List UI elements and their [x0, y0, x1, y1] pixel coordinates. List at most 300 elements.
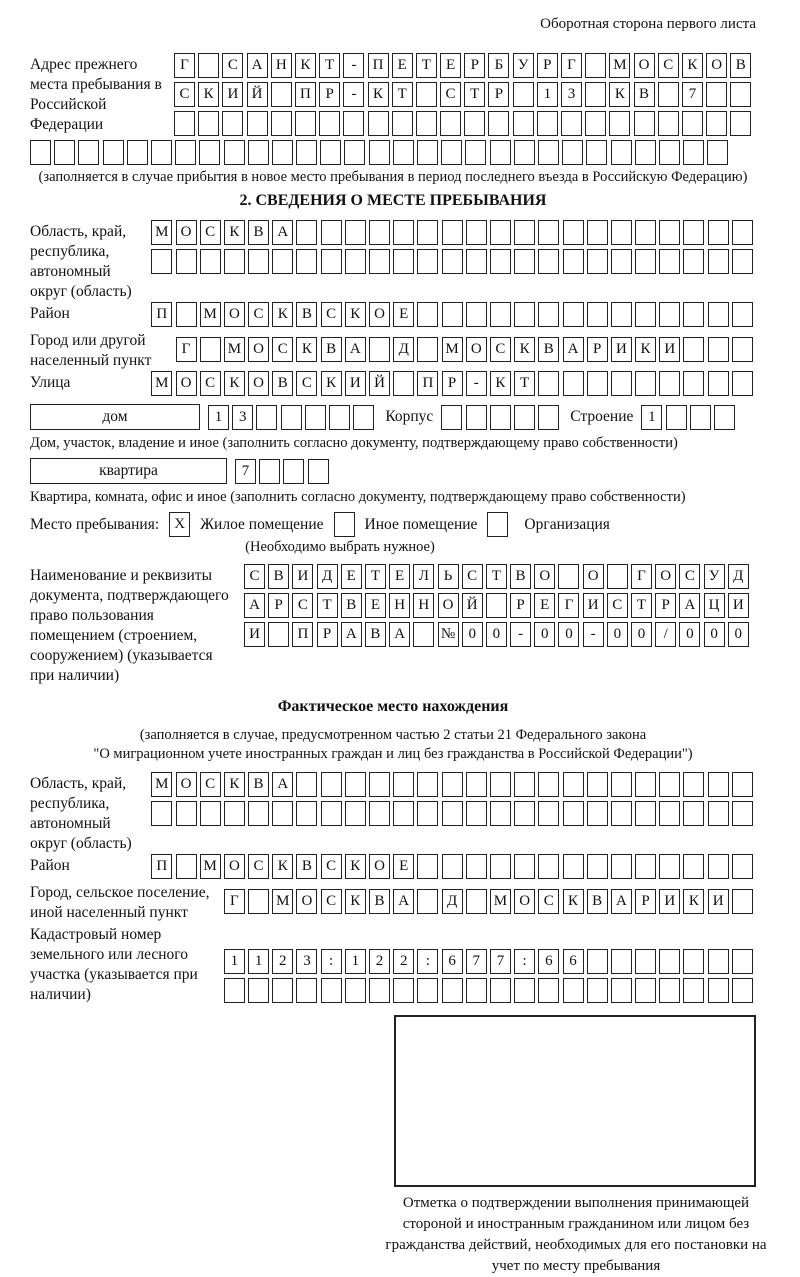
char-box[interactable]	[732, 978, 753, 1003]
char-box[interactable]	[296, 220, 317, 245]
char-box[interactable]	[490, 854, 511, 879]
char-box[interactable]: Е	[341, 564, 362, 589]
char-box[interactable]: Г	[174, 53, 195, 78]
char-box[interactable]: Г	[631, 564, 652, 589]
char-box[interactable]	[732, 220, 753, 245]
char-box[interactable]	[103, 140, 124, 165]
char-box[interactable]	[514, 801, 535, 826]
char-box[interactable]: М	[224, 337, 245, 362]
char-box[interactable]: К	[345, 889, 366, 914]
char-box[interactable]	[490, 220, 511, 245]
char-box[interactable]	[54, 140, 75, 165]
char-box[interactable]: П	[151, 302, 172, 327]
char-box[interactable]	[174, 111, 195, 136]
char-box[interactable]: В	[341, 593, 362, 618]
char-box[interactable]	[369, 978, 390, 1003]
char-box[interactable]: М	[442, 337, 463, 362]
char-box[interactable]	[732, 249, 753, 274]
char-box[interactable]: А	[272, 220, 293, 245]
char-box[interactable]: С	[200, 371, 221, 396]
char-box[interactable]: М	[272, 889, 293, 914]
char-box[interactable]: К	[682, 53, 703, 78]
char-box[interactable]	[271, 82, 292, 107]
char-box[interactable]: Р	[587, 337, 608, 362]
char-box[interactable]	[659, 140, 680, 165]
char-box[interactable]: Е	[534, 593, 555, 618]
char-box[interactable]: С	[679, 564, 700, 589]
char-box[interactable]	[486, 593, 507, 618]
char-box[interactable]	[296, 801, 317, 826]
char-box[interactable]: :	[417, 949, 438, 974]
char-box[interactable]: И	[728, 593, 749, 618]
char-box[interactable]	[442, 302, 463, 327]
char-box[interactable]	[635, 854, 656, 879]
char-box[interactable]	[563, 978, 584, 1003]
char-box[interactable]: №	[438, 622, 459, 647]
char-box[interactable]	[732, 854, 753, 879]
char-box[interactable]: К	[272, 302, 293, 327]
char-box[interactable]	[659, 249, 680, 274]
char-box[interactable]	[538, 140, 559, 165]
char-box[interactable]: В	[365, 622, 386, 647]
char-box[interactable]	[538, 801, 559, 826]
char-box[interactable]	[344, 140, 365, 165]
char-box[interactable]	[563, 249, 584, 274]
char-box[interactable]: С	[248, 302, 269, 327]
char-box[interactable]: 0	[728, 622, 749, 647]
char-box[interactable]: К	[514, 337, 535, 362]
char-box[interactable]	[30, 140, 51, 165]
char-box[interactable]: К	[295, 53, 316, 78]
char-box[interactable]	[393, 772, 414, 797]
char-box[interactable]	[538, 220, 559, 245]
char-box[interactable]	[538, 249, 559, 274]
char-box[interactable]	[490, 249, 511, 274]
char-box[interactable]	[611, 854, 632, 879]
char-box[interactable]	[413, 622, 434, 647]
char-box[interactable]: П	[368, 53, 389, 78]
char-box[interactable]	[272, 249, 293, 274]
char-box[interactable]: 7	[466, 949, 487, 974]
char-box[interactable]: Е	[392, 53, 413, 78]
char-box[interactable]: В	[587, 889, 608, 914]
char-box[interactable]	[151, 801, 172, 826]
char-box[interactable]: О	[655, 564, 676, 589]
char-box[interactable]	[708, 801, 729, 826]
char-box[interactable]: А	[272, 772, 293, 797]
char-box[interactable]: 0	[486, 622, 507, 647]
char-box[interactable]: 0	[631, 622, 652, 647]
char-box[interactable]	[369, 249, 390, 274]
char-box[interactable]	[635, 302, 656, 327]
char-box[interactable]	[611, 220, 632, 245]
char-box[interactable]: И	[708, 889, 729, 914]
char-box[interactable]	[732, 371, 753, 396]
char-box[interactable]: П	[151, 854, 172, 879]
char-box[interactable]: Т	[365, 564, 386, 589]
char-box[interactable]	[611, 371, 632, 396]
char-box[interactable]: М	[200, 854, 221, 879]
char-box[interactable]	[538, 405, 559, 430]
char-box[interactable]	[562, 140, 583, 165]
char-box[interactable]	[222, 111, 243, 136]
char-box[interactable]: С	[272, 337, 293, 362]
char-box[interactable]	[256, 405, 277, 430]
char-box[interactable]: 0	[534, 622, 555, 647]
char-box[interactable]	[224, 978, 245, 1003]
char-box[interactable]	[321, 801, 342, 826]
char-box[interactable]	[78, 140, 99, 165]
char-box[interactable]: -	[343, 53, 364, 78]
char-box[interactable]: А	[393, 889, 414, 914]
char-box[interactable]: О	[706, 53, 727, 78]
char-box[interactable]	[305, 405, 326, 430]
char-box[interactable]	[537, 111, 558, 136]
char-box[interactable]: 2	[369, 949, 390, 974]
char-box[interactable]	[587, 220, 608, 245]
char-box[interactable]: -	[510, 622, 531, 647]
char-box[interactable]: Д	[442, 889, 463, 914]
char-box[interactable]	[514, 140, 535, 165]
char-box[interactable]	[369, 801, 390, 826]
char-box[interactable]	[198, 111, 219, 136]
char-box[interactable]	[393, 371, 414, 396]
char-box[interactable]: О	[224, 302, 245, 327]
char-box[interactable]: М	[609, 53, 630, 78]
char-box[interactable]: Р	[268, 593, 289, 618]
char-box[interactable]: К	[321, 371, 342, 396]
char-box[interactable]: С	[658, 53, 679, 78]
char-box[interactable]	[283, 459, 304, 484]
char-box[interactable]	[441, 140, 462, 165]
char-box[interactable]: К	[490, 371, 511, 396]
char-box[interactable]: В	[248, 772, 269, 797]
char-box[interactable]	[272, 978, 293, 1003]
char-box[interactable]	[635, 220, 656, 245]
char-box[interactable]	[466, 249, 487, 274]
char-box[interactable]: В	[634, 82, 655, 107]
char-box[interactable]: Р	[655, 593, 676, 618]
char-box[interactable]: А	[244, 593, 265, 618]
char-box[interactable]	[442, 801, 463, 826]
char-box[interactable]: 6	[442, 949, 463, 974]
char-box[interactable]: О	[248, 371, 269, 396]
char-box[interactable]: Д	[728, 564, 749, 589]
char-box[interactable]	[296, 249, 317, 274]
char-box[interactable]	[416, 82, 437, 107]
char-box[interactable]	[466, 889, 487, 914]
char-box[interactable]	[611, 249, 632, 274]
char-box[interactable]	[635, 249, 656, 274]
char-box[interactable]	[176, 249, 197, 274]
char-box[interactable]: К	[224, 371, 245, 396]
char-box[interactable]	[563, 302, 584, 327]
char-box[interactable]: 7	[682, 82, 703, 107]
char-box[interactable]: Т	[464, 82, 485, 107]
char-box[interactable]: К	[635, 337, 656, 362]
char-box[interactable]	[732, 772, 753, 797]
char-box[interactable]	[176, 801, 197, 826]
char-box[interactable]	[587, 854, 608, 879]
char-box[interactable]: Й	[462, 593, 483, 618]
char-box[interactable]	[248, 801, 269, 826]
char-box[interactable]	[732, 801, 753, 826]
char-box[interactable]	[320, 140, 341, 165]
char-box[interactable]	[513, 111, 534, 136]
char-box[interactable]	[296, 772, 317, 797]
char-box[interactable]	[296, 140, 317, 165]
char-box[interactable]	[514, 772, 535, 797]
char-box[interactable]: Б	[488, 53, 509, 78]
char-box[interactable]	[248, 140, 269, 165]
char-box[interactable]	[611, 772, 632, 797]
char-box[interactable]	[369, 772, 390, 797]
char-box[interactable]: В	[296, 854, 317, 879]
char-box[interactable]: П	[417, 371, 438, 396]
char-box[interactable]	[272, 140, 293, 165]
char-box[interactable]: 0	[558, 622, 579, 647]
char-box[interactable]: О	[369, 302, 390, 327]
char-box[interactable]: С	[296, 371, 317, 396]
char-box[interactable]	[321, 249, 342, 274]
char-box[interactable]: 0	[462, 622, 483, 647]
char-box[interactable]: Р	[635, 889, 656, 914]
char-box[interactable]: У	[704, 564, 725, 589]
char-box[interactable]: П	[295, 82, 316, 107]
char-box[interactable]: Р	[319, 82, 340, 107]
char-box[interactable]	[296, 978, 317, 1003]
char-box[interactable]: 0	[704, 622, 725, 647]
char-box[interactable]: В	[510, 564, 531, 589]
char-box[interactable]	[393, 249, 414, 274]
char-box[interactable]: И	[244, 622, 265, 647]
char-box[interactable]: М	[151, 772, 172, 797]
char-box[interactable]	[561, 111, 582, 136]
char-box[interactable]	[199, 140, 220, 165]
char-box[interactable]	[417, 140, 438, 165]
char-box[interactable]: В	[369, 889, 390, 914]
char-box[interactable]: О	[369, 854, 390, 879]
char-box[interactable]	[490, 302, 511, 327]
char-box[interactable]	[587, 302, 608, 327]
char-box[interactable]: Т	[631, 593, 652, 618]
char-box[interactable]: Т	[317, 593, 338, 618]
char-box[interactable]	[563, 854, 584, 879]
char-box[interactable]	[466, 220, 487, 245]
char-box[interactable]	[345, 801, 366, 826]
char-box[interactable]	[466, 405, 487, 430]
char-box[interactable]: Ц	[704, 593, 725, 618]
char-box[interactable]: 6	[563, 949, 584, 974]
char-box[interactable]	[151, 140, 172, 165]
char-box[interactable]: В	[268, 564, 289, 589]
char-box[interactable]	[730, 82, 751, 107]
char-box[interactable]	[321, 220, 342, 245]
char-box[interactable]	[708, 220, 729, 245]
char-box[interactable]	[585, 111, 606, 136]
char-box[interactable]: А	[563, 337, 584, 362]
char-box[interactable]	[587, 371, 608, 396]
char-box[interactable]	[466, 801, 487, 826]
char-box[interactable]	[607, 564, 628, 589]
char-box[interactable]	[708, 337, 729, 362]
char-box[interactable]	[538, 371, 559, 396]
char-box[interactable]	[247, 111, 268, 136]
char-box[interactable]: 7	[490, 949, 511, 974]
char-box[interactable]: К	[609, 82, 630, 107]
char-box[interactable]	[176, 854, 197, 879]
char-box[interactable]	[658, 82, 679, 107]
char-box[interactable]: С	[462, 564, 483, 589]
char-box[interactable]: Д	[393, 337, 414, 362]
char-box[interactable]: Н	[389, 593, 410, 618]
char-box[interactable]	[466, 978, 487, 1003]
char-box[interactable]	[683, 772, 704, 797]
char-box[interactable]	[369, 220, 390, 245]
char-box[interactable]: О	[248, 337, 269, 362]
char-box[interactable]: Е	[389, 564, 410, 589]
char-box[interactable]	[490, 801, 511, 826]
char-box[interactable]: 0	[679, 622, 700, 647]
char-box[interactable]	[127, 140, 148, 165]
char-box[interactable]	[295, 111, 316, 136]
char-box[interactable]: А	[611, 889, 632, 914]
char-box[interactable]	[635, 801, 656, 826]
char-box[interactable]: /	[655, 622, 676, 647]
char-box[interactable]	[707, 140, 728, 165]
char-box[interactable]	[248, 889, 269, 914]
char-box[interactable]	[442, 854, 463, 879]
char-box[interactable]: 1	[208, 405, 229, 430]
char-box[interactable]: 1	[248, 949, 269, 974]
char-box[interactable]: С	[244, 564, 265, 589]
char-box[interactable]	[706, 111, 727, 136]
char-box[interactable]: Т	[514, 371, 535, 396]
char-box[interactable]	[683, 220, 704, 245]
char-box[interactable]	[393, 140, 414, 165]
char-box[interactable]: С	[490, 337, 511, 362]
char-box[interactable]: Г	[558, 593, 579, 618]
char-box[interactable]	[440, 111, 461, 136]
char-box[interactable]: С	[174, 82, 195, 107]
char-box[interactable]: Т	[486, 564, 507, 589]
char-box[interactable]	[442, 249, 463, 274]
char-box[interactable]: К	[198, 82, 219, 107]
char-box[interactable]	[175, 140, 196, 165]
char-box[interactable]	[538, 772, 559, 797]
char-box[interactable]: К	[563, 889, 584, 914]
char-box[interactable]	[683, 854, 704, 879]
char-box[interactable]: Д	[317, 564, 338, 589]
char-box[interactable]: С	[538, 889, 559, 914]
char-box[interactable]	[659, 978, 680, 1003]
char-box[interactable]: Г	[561, 53, 582, 78]
char-box[interactable]: К	[224, 772, 245, 797]
char-box[interactable]: В	[538, 337, 559, 362]
char-box[interactable]: У	[513, 53, 534, 78]
char-box[interactable]: К	[224, 220, 245, 245]
char-box[interactable]	[585, 53, 606, 78]
char-box[interactable]	[369, 337, 390, 362]
char-box[interactable]	[490, 978, 511, 1003]
char-box[interactable]	[514, 249, 535, 274]
char-box[interactable]	[732, 337, 753, 362]
char-box[interactable]	[345, 220, 366, 245]
char-box[interactable]	[490, 405, 511, 430]
char-box[interactable]: О	[176, 772, 197, 797]
char-box[interactable]	[682, 111, 703, 136]
char-box[interactable]: С	[200, 220, 221, 245]
char-box[interactable]	[690, 405, 711, 430]
char-box[interactable]: Е	[393, 302, 414, 327]
char-box[interactable]	[441, 405, 462, 430]
char-box[interactable]: О	[466, 337, 487, 362]
char-box[interactable]	[442, 772, 463, 797]
char-box[interactable]	[708, 371, 729, 396]
char-box[interactable]	[466, 302, 487, 327]
char-box[interactable]: Е	[365, 593, 386, 618]
char-box[interactable]: -	[343, 82, 364, 107]
char-box[interactable]	[345, 772, 366, 797]
char-box[interactable]: С	[248, 854, 269, 879]
char-box[interactable]	[268, 622, 289, 647]
char-box[interactable]: -	[583, 622, 604, 647]
char-box[interactable]: 0	[607, 622, 628, 647]
char-box[interactable]	[417, 337, 438, 362]
char-box[interactable]	[464, 111, 485, 136]
char-box[interactable]: 1	[224, 949, 245, 974]
char-box[interactable]: 3	[561, 82, 582, 107]
char-box[interactable]	[224, 801, 245, 826]
char-box[interactable]	[708, 249, 729, 274]
char-box[interactable]	[708, 772, 729, 797]
char-box[interactable]	[417, 889, 438, 914]
char-box[interactable]	[200, 249, 221, 274]
char-box[interactable]	[514, 405, 535, 430]
char-box[interactable]	[200, 337, 221, 362]
char-box[interactable]: Й	[369, 371, 390, 396]
char-box[interactable]	[635, 772, 656, 797]
char-box[interactable]	[635, 978, 656, 1003]
char-box[interactable]	[392, 111, 413, 136]
char-box[interactable]: В	[248, 220, 269, 245]
char-box[interactable]: С	[222, 53, 243, 78]
char-box[interactable]	[416, 111, 437, 136]
char-box[interactable]: А	[389, 622, 410, 647]
char-box[interactable]	[393, 801, 414, 826]
char-box[interactable]: И	[583, 593, 604, 618]
char-box[interactable]: И	[659, 889, 680, 914]
char-box[interactable]	[538, 854, 559, 879]
char-box[interactable]	[683, 371, 704, 396]
char-box[interactable]	[659, 220, 680, 245]
char-box[interactable]	[658, 111, 679, 136]
char-box[interactable]	[659, 371, 680, 396]
char-box[interactable]: Р	[442, 371, 463, 396]
char-box[interactable]	[659, 801, 680, 826]
char-box[interactable]	[200, 801, 221, 826]
char-box[interactable]: С	[200, 772, 221, 797]
char-box[interactable]	[281, 405, 302, 430]
char-box[interactable]: -	[466, 371, 487, 396]
char-box[interactable]	[488, 111, 509, 136]
char-box[interactable]: :	[321, 949, 342, 974]
char-box[interactable]: 6	[538, 949, 559, 974]
char-box[interactable]	[683, 978, 704, 1003]
char-box[interactable]	[611, 978, 632, 1003]
char-box[interactable]	[465, 140, 486, 165]
char-box[interactable]	[563, 801, 584, 826]
